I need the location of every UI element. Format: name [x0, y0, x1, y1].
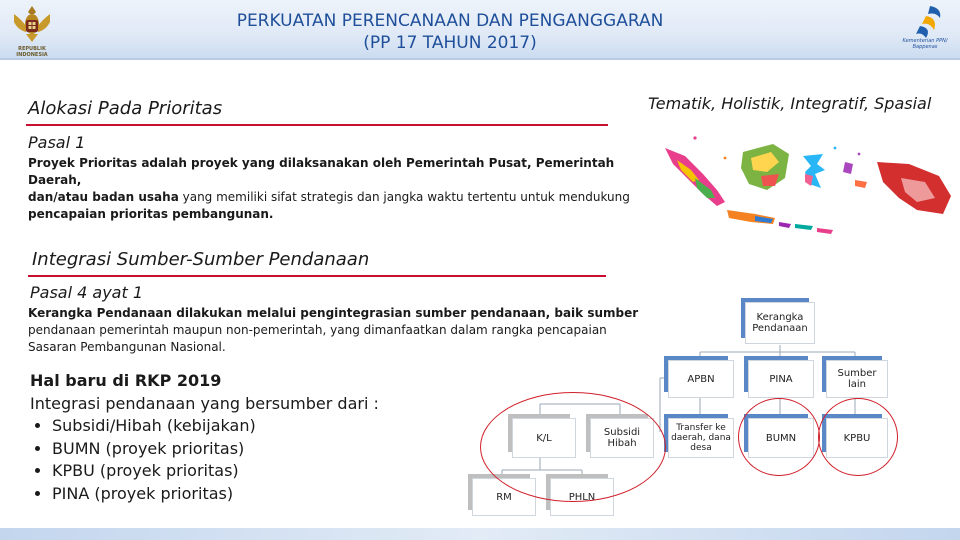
diagram-node-pina: PINA: [748, 360, 814, 398]
page-title: PERKUATAN PERENCANAAN DAN PENGANGGARAN (PP 17 TAHUN 2017): [236, 11, 664, 53]
list-item: • BUMN (proyek prioritas): [52, 438, 470, 461]
diagram-node-kl: K/L: [512, 418, 576, 458]
highlight-circle-kl-subsidi: [480, 392, 666, 502]
diagram-node-kpbu: KPBU: [826, 418, 888, 458]
pasal-4-text: Kerangka Pendanaan dilakukan melalui pengintegrasian sumber pendanaan, baik sumber pendanaan pemerintah maupun non-pemerintah, yang dimanfaatkan dalam rangka pencapaian Sasaran Pembangunan Nasional.: [28, 306, 639, 354]
footer-bar: [0, 528, 960, 540]
diagram-node-sumber-lain: Sumber lain: [826, 360, 888, 398]
diagram-node-rm: RM: [472, 478, 536, 516]
list-item: • PINA (proyek prioritas): [52, 483, 470, 506]
rkp-heading: Hal baru di RKP 2019: [30, 371, 222, 390]
diagram-node-bumn: BUMN: [748, 418, 814, 458]
section-title-alokasi: Alokasi Pada Prioritas: [28, 98, 223, 119]
rkp-intro: Integrasi pendanaan yang bersumber dari :: [30, 393, 379, 413]
section-subtitle-tematik: Tematik, Holistik, Integratif, Spasial: [648, 94, 932, 113]
diagram-node-subsidi-hibah: Subsidi Hibah: [590, 418, 654, 458]
list-item: • Subsidi/Hibah (kebijakan): [52, 415, 470, 438]
diagram-node-apbn: APBN: [668, 360, 734, 398]
diagram-node-kerangka: Kerangka Pendanaan: [745, 302, 815, 344]
highlight-circle-kpbu: [818, 398, 898, 476]
highlight-circle-bumn: [738, 398, 820, 476]
diagram-node-transfer-daerah: Transfer ke daerah, dana desa: [668, 418, 734, 458]
list-item: • KPBU (proyek prioritas): [52, 460, 470, 483]
pasal-4-label: Pasal 4 ayat 1: [30, 283, 144, 302]
diagram-node-phln: PHLN: [550, 478, 614, 516]
left-logo-caption: REPUBLIK INDONESIA: [16, 46, 48, 58]
pasal-1-label: Pasal 1: [28, 133, 86, 152]
right-logo-caption: Kementerian PPN/ Bappenas: [902, 38, 948, 50]
section-title-integrasi: Integrasi Sumber-Sumber Pendanaan: [32, 249, 370, 270]
pasal-1-text: Proyek Prioritas adalah proyek yang dilaksanakan oleh Pemerintah Pusat, Pemerintah Daerah, dan/atau badan usaha yang memiliki sifat strategis dan jangka waktu tertentu untuk mendukung pencapaian prioritas pembangunan.: [28, 156, 630, 221]
